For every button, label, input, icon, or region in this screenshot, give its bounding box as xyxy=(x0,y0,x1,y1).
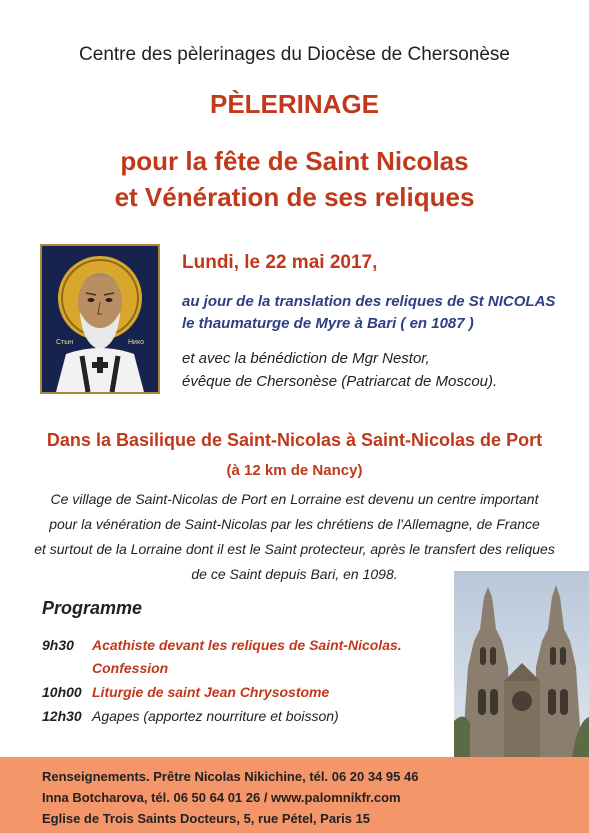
occasion-line-2: le thaumaturge de Myre à Bari ( en 1087 ) xyxy=(182,315,474,332)
programme-time: 9h30 xyxy=(42,637,74,653)
contact-line-2: Inna Botcharova, tél. 06 50 64 01 26 / www.palomnikfr.com xyxy=(42,790,401,805)
saint-nicolas-icon-image xyxy=(40,244,160,394)
location-heading: Dans la Basilique de Saint-Nicolas à Saint-Nicolas de Port xyxy=(46,430,543,450)
icon-inscription-right: Нико xyxy=(128,339,144,346)
description-line: Ce village de Saint-Nicolas de Port en Lorraine est devenu un centre important xyxy=(50,491,539,507)
programme-time: 12h30 xyxy=(42,708,82,724)
description-line: pour la vénération de Saint-Nicolas par les chrétiens de l'Allemagne, de France xyxy=(49,516,540,532)
location-distance: (à 12 km de Nancy) xyxy=(226,462,363,479)
title-line-2: pour la fête de Saint Nicolas xyxy=(120,146,469,176)
description-line: et surtout de la Lorraine dont il est le Saint protecteur, après le transfert des reliques xyxy=(34,541,555,557)
title-line-3: et Vénération de ses reliques xyxy=(114,182,475,212)
blessing-line-1: et avec la bénédiction de Mgr Nestor, xyxy=(182,350,430,367)
event-date: Lundi, le 22 mai 2017, xyxy=(182,252,378,273)
description-line: de ce Saint depuis Bari, en 1098. xyxy=(191,566,398,582)
occasion-line-1: au jour de la translation des reliques de St NICOLAS xyxy=(182,293,556,310)
page-title: PÈLERINAGE xyxy=(209,89,380,119)
programme-activity: Acathiste devant les reliques de Saint-Nicolas. xyxy=(92,637,402,653)
programme-activity: Liturgie de saint Jean Chrysostome xyxy=(92,684,330,700)
contact-line-1: Renseignements. Prêtre Nicolas Nikichine, tél. 06 20 34 95 46 xyxy=(42,769,419,784)
programme-heading: Programme xyxy=(42,598,143,618)
programme-time: 10h00 xyxy=(42,684,82,700)
icon-inscription-left: Стын xyxy=(56,339,74,346)
organization-name: Centre des pèlerinages du Diocèse de Chersonèse xyxy=(79,44,510,65)
programme-activity: Confession xyxy=(92,660,169,676)
programme-activity: Agapes (apportez nourriture et boisson) xyxy=(92,708,339,724)
contact-address: Eglise de Trois Saints Docteurs, 5, rue Pétel, Paris 15 xyxy=(42,811,371,826)
blessing-line-2: évêque de Chersonèse (Patriarcat de Moscou). xyxy=(182,373,498,390)
basilica-photo xyxy=(454,571,589,757)
